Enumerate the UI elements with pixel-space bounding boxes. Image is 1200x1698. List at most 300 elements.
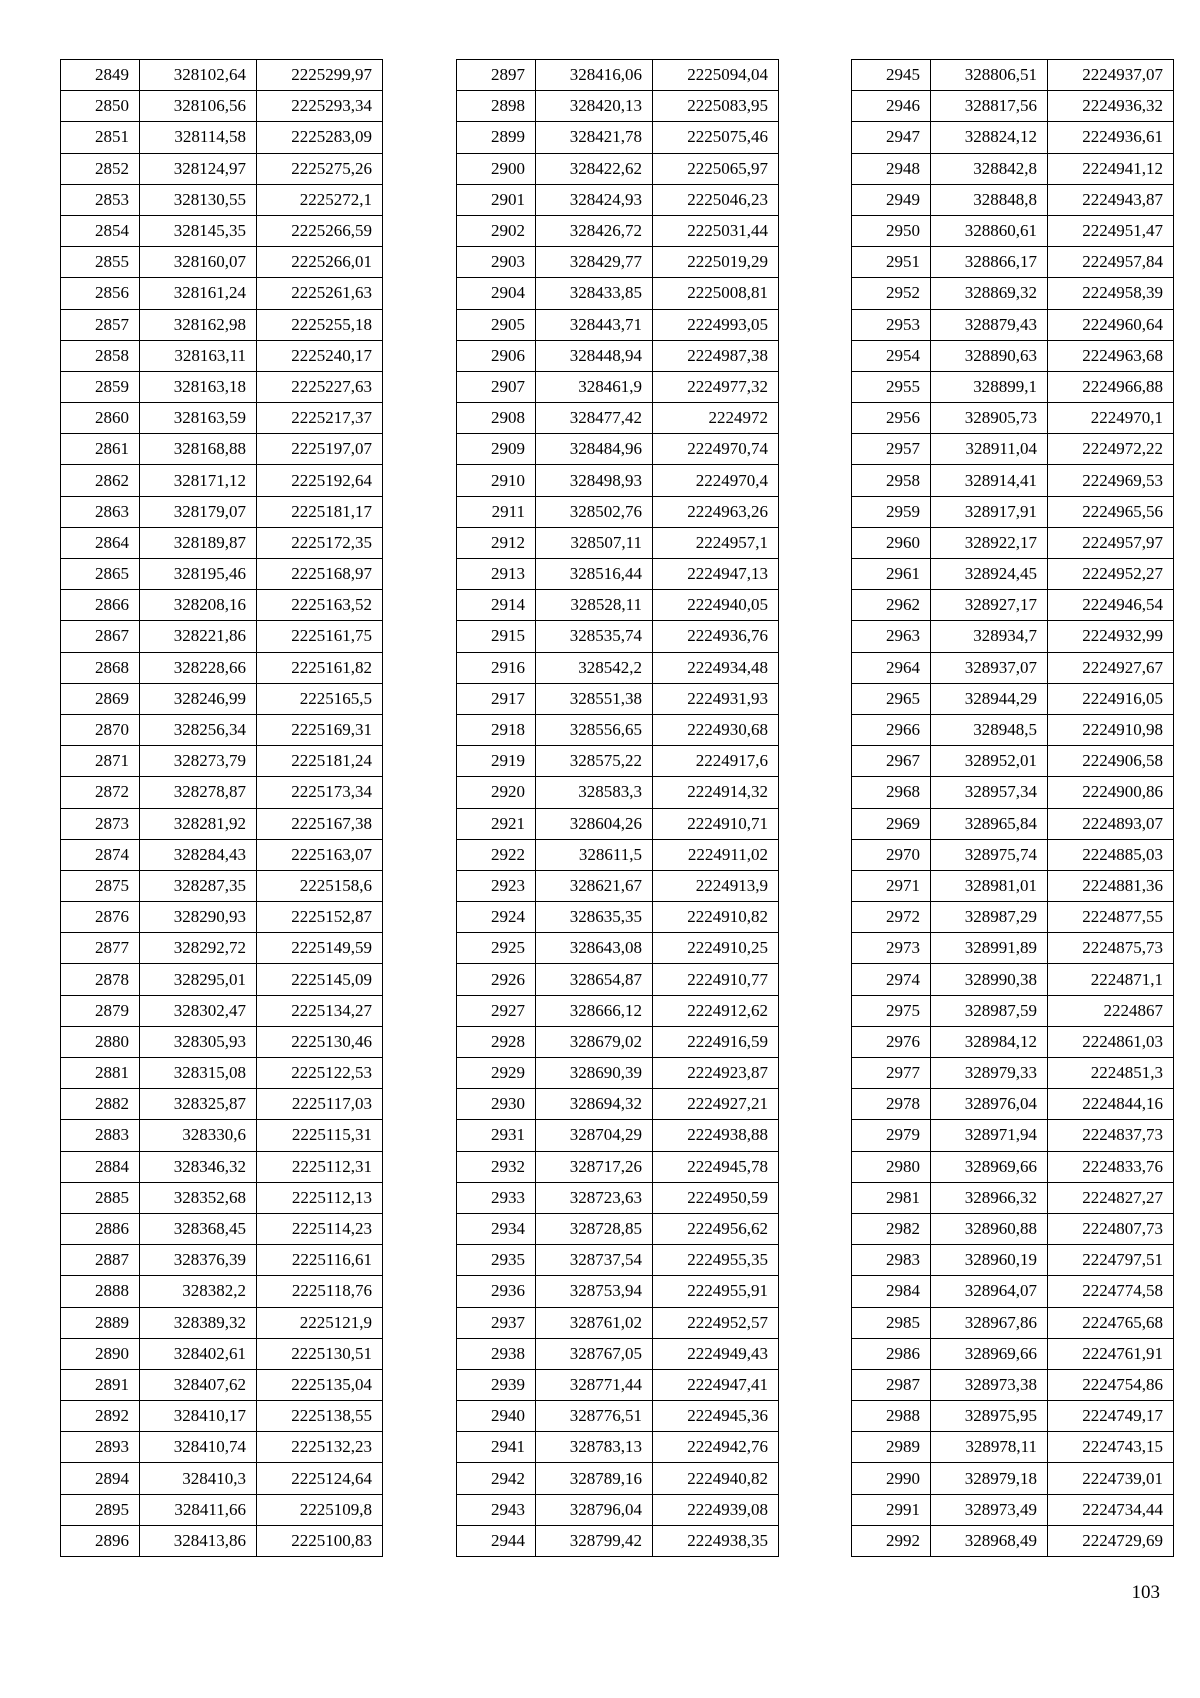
point-number-cell: 2954: [852, 340, 931, 371]
table-row: [457, 621, 779, 652]
y-coordinate-cell: 2225118,76: [257, 1276, 383, 1307]
x-coordinate-cell: 328575,22: [536, 746, 653, 777]
point-number-cell: 2968: [852, 777, 931, 808]
y-coordinate-cell: 2224972: [653, 403, 779, 434]
y-coordinate-cell: 2225109,8: [257, 1494, 383, 1525]
point-number-cell: 2979: [852, 1120, 931, 1151]
x-coordinate-cell: 328221,86: [140, 621, 257, 652]
table-row: [61, 933, 383, 964]
y-coordinate-cell: 2224844,16: [1048, 1089, 1174, 1120]
y-coordinate-cell: 2224963,26: [653, 496, 779, 527]
point-number-cell: 2947: [852, 122, 931, 153]
point-number-cell: 2927: [457, 995, 536, 1026]
table-row: [457, 184, 779, 215]
x-coordinate-cell: 328528,11: [536, 590, 653, 621]
x-coordinate-cell: 328402,61: [140, 1338, 257, 1369]
table-row: [61, 902, 383, 933]
point-number-cell: 2960: [852, 527, 931, 558]
y-coordinate-cell: 2224881,36: [1048, 870, 1174, 901]
table-row: [61, 1026, 383, 1057]
point-number-cell: 2940: [457, 1401, 536, 1432]
table-row: [457, 1213, 779, 1244]
x-coordinate-cell: 328679,02: [536, 1026, 653, 1057]
x-coordinate-cell: 328448,94: [536, 340, 653, 371]
x-coordinate-cell: 328290,93: [140, 902, 257, 933]
point-number-cell: 2857: [61, 309, 140, 340]
y-coordinate-cell: 2224906,58: [1048, 746, 1174, 777]
point-number-cell: 2872: [61, 777, 140, 808]
x-coordinate-cell: 328315,08: [140, 1058, 257, 1089]
point-number-cell: 2948: [852, 153, 931, 184]
y-coordinate-cell: 2224987,38: [653, 340, 779, 371]
table-row: [852, 559, 1174, 590]
table-row: [852, 340, 1174, 371]
table-row: [61, 60, 383, 91]
point-number-cell: 2870: [61, 714, 140, 745]
y-coordinate-cell: 2224966,88: [1048, 371, 1174, 402]
y-coordinate-cell: 2224941,12: [1048, 153, 1174, 184]
point-number-cell: 2930: [457, 1089, 536, 1120]
x-coordinate-cell: 328987,59: [931, 995, 1048, 1026]
y-coordinate-cell: 2224947,41: [653, 1369, 779, 1400]
y-coordinate-cell: 2225117,03: [257, 1089, 383, 1120]
y-coordinate-cell: 2224963,68: [1048, 340, 1174, 371]
point-number-cell: 2982: [852, 1213, 931, 1244]
y-coordinate-cell: 2224970,74: [653, 434, 779, 465]
point-number-cell: 2935: [457, 1245, 536, 1276]
point-number-cell: 2901: [457, 184, 536, 215]
x-coordinate-cell: 328583,3: [536, 777, 653, 808]
x-coordinate-cell: 328416,06: [536, 60, 653, 91]
y-coordinate-cell: 2224936,76: [653, 621, 779, 652]
table-row: [852, 184, 1174, 215]
y-coordinate-cell: 2224867: [1048, 995, 1174, 1026]
point-number-cell: 2859: [61, 371, 140, 402]
point-number-cell: 2855: [61, 247, 140, 278]
table-row: [457, 371, 779, 402]
x-coordinate-cell: 328102,64: [140, 60, 257, 91]
point-number-cell: 2955: [852, 371, 931, 402]
point-number-cell: 2910: [457, 465, 536, 496]
y-coordinate-cell: 2224910,82: [653, 902, 779, 933]
x-coordinate-cell: 328654,87: [536, 964, 653, 995]
x-coordinate-cell: 328422,62: [536, 153, 653, 184]
table-row: [61, 1151, 383, 1182]
y-coordinate-cell: 2224827,27: [1048, 1182, 1174, 1213]
point-number-cell: 2924: [457, 902, 536, 933]
table-row: [61, 1463, 383, 1494]
table-row: [61, 1089, 383, 1120]
point-number-cell: 2853: [61, 184, 140, 215]
y-coordinate-cell: 2224965,56: [1048, 496, 1174, 527]
point-number-cell: 2981: [852, 1182, 931, 1213]
table-row: [457, 1276, 779, 1307]
y-coordinate-cell: 2225266,59: [257, 215, 383, 246]
table-row: [457, 870, 779, 901]
y-coordinate-cell: 2224957,84: [1048, 247, 1174, 278]
table-row: [61, 371, 383, 402]
point-number-cell: 2854: [61, 215, 140, 246]
y-coordinate-cell: 2224910,98: [1048, 714, 1174, 745]
x-coordinate-cell: 328443,71: [536, 309, 653, 340]
y-coordinate-cell: 2225161,75: [257, 621, 383, 652]
table-row: [852, 1463, 1174, 1494]
x-coordinate-cell: 328429,77: [536, 247, 653, 278]
point-number-cell: 2849: [61, 60, 140, 91]
x-coordinate-cell: 328411,66: [140, 1494, 257, 1525]
table-row: [852, 777, 1174, 808]
table-row: [852, 1026, 1174, 1057]
table-row: [61, 1338, 383, 1369]
y-coordinate-cell: 2224947,13: [653, 559, 779, 590]
point-number-cell: 2869: [61, 683, 140, 714]
table-row: [61, 91, 383, 122]
table-row: [61, 496, 383, 527]
x-coordinate-cell: 328971,94: [931, 1120, 1048, 1151]
table-row: [457, 1525, 779, 1556]
point-number-cell: 2860: [61, 403, 140, 434]
x-coordinate-cell: 328621,67: [536, 870, 653, 901]
y-coordinate-cell: 2224912,62: [653, 995, 779, 1026]
x-coordinate-cell: 328542,2: [536, 652, 653, 683]
y-coordinate-cell: 2224950,59: [653, 1182, 779, 1213]
x-coordinate-cell: 328937,07: [931, 652, 1048, 683]
point-number-cell: 2951: [852, 247, 931, 278]
x-coordinate-cell: 328967,86: [931, 1307, 1048, 1338]
table-row: [61, 1525, 383, 1556]
table-row: [852, 60, 1174, 91]
x-coordinate-cell: 328535,74: [536, 621, 653, 652]
point-number-cell: 2959: [852, 496, 931, 527]
x-coordinate-cell: 328281,92: [140, 808, 257, 839]
page-number: 103: [1131, 1582, 1160, 1603]
y-coordinate-cell: 2224945,78: [653, 1151, 779, 1182]
table-row: [852, 839, 1174, 870]
point-number-cell: 2958: [852, 465, 931, 496]
y-coordinate-cell: 2224951,47: [1048, 215, 1174, 246]
point-number-cell: 2931: [457, 1120, 536, 1151]
point-number-cell: 2950: [852, 215, 931, 246]
point-number-cell: 2867: [61, 621, 140, 652]
table-row: [852, 1307, 1174, 1338]
x-coordinate-cell: 328208,16: [140, 590, 257, 621]
y-coordinate-cell: 2224910,25: [653, 933, 779, 964]
y-coordinate-cell: 2224893,07: [1048, 808, 1174, 839]
x-coordinate-cell: 328704,29: [536, 1120, 653, 1151]
table-row: [457, 559, 779, 590]
x-coordinate-cell: 328890,63: [931, 340, 1048, 371]
table-row: [61, 1058, 383, 1089]
x-coordinate-cell: 328325,87: [140, 1089, 257, 1120]
table-row: [61, 621, 383, 652]
table-row: [61, 153, 383, 184]
x-coordinate-cell: 328817,56: [931, 91, 1048, 122]
table-row: [852, 247, 1174, 278]
table-row: [457, 60, 779, 91]
y-coordinate-cell: 2225019,29: [653, 247, 779, 278]
y-coordinate-cell: 2224936,61: [1048, 122, 1174, 153]
y-coordinate-cell: 2224923,87: [653, 1058, 779, 1089]
table-row: [457, 1151, 779, 1182]
table-row: [852, 714, 1174, 745]
point-number-cell: 2865: [61, 559, 140, 590]
x-coordinate-cell: 328969,66: [931, 1338, 1048, 1369]
table-row: [852, 1338, 1174, 1369]
y-coordinate-cell: 2225217,37: [257, 403, 383, 434]
y-coordinate-cell: 2225138,55: [257, 1401, 383, 1432]
point-number-cell: 2971: [852, 870, 931, 901]
point-number-cell: 2864: [61, 527, 140, 558]
table-row: [457, 465, 779, 496]
x-coordinate-cell: 328981,01: [931, 870, 1048, 901]
y-coordinate-cell: 2225192,64: [257, 465, 383, 496]
table-row: [852, 1432, 1174, 1463]
y-coordinate-cell: 2224969,53: [1048, 465, 1174, 496]
y-coordinate-cell: 2224977,32: [653, 371, 779, 402]
point-number-cell: 2886: [61, 1213, 140, 1244]
y-coordinate-cell: 2225163,52: [257, 590, 383, 621]
y-coordinate-cell: 2224910,71: [653, 808, 779, 839]
y-coordinate-cell: 2224743,15: [1048, 1432, 1174, 1463]
point-number-cell: 2904: [457, 278, 536, 309]
table-row: [852, 1401, 1174, 1432]
point-number-cell: 2983: [852, 1245, 931, 1276]
y-coordinate-cell: 2225266,01: [257, 247, 383, 278]
x-coordinate-cell: 328771,44: [536, 1369, 653, 1400]
x-coordinate-cell: 328502,76: [536, 496, 653, 527]
table-row: [852, 434, 1174, 465]
table-row: [457, 652, 779, 683]
point-number-cell: 2868: [61, 652, 140, 683]
x-coordinate-cell: 328256,34: [140, 714, 257, 745]
x-coordinate-cell: 328944,29: [931, 683, 1048, 714]
x-coordinate-cell: 328295,01: [140, 964, 257, 995]
y-coordinate-cell: 2224871,1: [1048, 964, 1174, 995]
table-row: [61, 1120, 383, 1151]
coordinates-table-2: [456, 59, 779, 1557]
point-number-cell: 2850: [61, 91, 140, 122]
y-coordinate-cell: 2224952,27: [1048, 559, 1174, 590]
x-coordinate-cell: 328145,35: [140, 215, 257, 246]
x-coordinate-cell: 328973,38: [931, 1369, 1048, 1400]
y-coordinate-cell: 2224797,51: [1048, 1245, 1174, 1276]
table-row: [61, 309, 383, 340]
y-coordinate-cell: 2225134,27: [257, 995, 383, 1026]
y-coordinate-cell: 2225008,81: [653, 278, 779, 309]
point-number-cell: 2876: [61, 902, 140, 933]
table-row: [61, 1182, 383, 1213]
y-coordinate-cell: 2224877,55: [1048, 902, 1174, 933]
x-coordinate-cell: 328162,98: [140, 309, 257, 340]
y-coordinate-cell: 2225114,23: [257, 1213, 383, 1244]
y-coordinate-cell: 2225181,24: [257, 746, 383, 777]
table-row: [852, 1276, 1174, 1307]
table-row: [61, 590, 383, 621]
y-coordinate-cell: 2224911,02: [653, 839, 779, 870]
table-row: [457, 1182, 779, 1213]
point-number-cell: 2889: [61, 1307, 140, 1338]
y-coordinate-cell: 2224774,58: [1048, 1276, 1174, 1307]
coordinates-table-1: [60, 59, 383, 1557]
y-coordinate-cell: 2225240,17: [257, 340, 383, 371]
y-coordinate-cell: 2225094,04: [653, 60, 779, 91]
table-row: [61, 1276, 383, 1307]
table-row: [61, 247, 383, 278]
table-row: [852, 683, 1174, 714]
y-coordinate-cell: 2224940,05: [653, 590, 779, 621]
y-coordinate-cell: 2224927,67: [1048, 652, 1174, 683]
table-row: [852, 1120, 1174, 1151]
y-coordinate-cell: 2224914,32: [653, 777, 779, 808]
y-coordinate-cell: 2224957,1: [653, 527, 779, 558]
table-row: [457, 714, 779, 745]
table-row: [61, 1494, 383, 1525]
point-number-cell: 2884: [61, 1151, 140, 1182]
y-coordinate-cell: 2224807,73: [1048, 1213, 1174, 1244]
table-row: [457, 215, 779, 246]
point-number-cell: 2899: [457, 122, 536, 153]
y-coordinate-cell: 2224932,99: [1048, 621, 1174, 652]
table-row: [852, 1525, 1174, 1556]
table-row: [61, 278, 383, 309]
table-row: [457, 590, 779, 621]
y-coordinate-cell: 2225255,18: [257, 309, 383, 340]
point-number-cell: 2984: [852, 1276, 931, 1307]
point-number-cell: 2892: [61, 1401, 140, 1432]
x-coordinate-cell: 328498,93: [536, 465, 653, 496]
x-coordinate-cell: 328287,35: [140, 870, 257, 901]
point-number-cell: 2961: [852, 559, 931, 590]
table-row: [457, 247, 779, 278]
x-coordinate-cell: 328292,72: [140, 933, 257, 964]
table-row: [457, 309, 779, 340]
point-number-cell: 2881: [61, 1058, 140, 1089]
x-coordinate-cell: 328389,32: [140, 1307, 257, 1338]
point-number-cell: 2893: [61, 1432, 140, 1463]
table-row: [457, 808, 779, 839]
y-coordinate-cell: 2224913,9: [653, 870, 779, 901]
point-number-cell: 2964: [852, 652, 931, 683]
x-coordinate-cell: 328694,32: [536, 1089, 653, 1120]
table-row: [457, 1089, 779, 1120]
y-coordinate-cell: 2225046,23: [653, 184, 779, 215]
point-number-cell: 2856: [61, 278, 140, 309]
y-coordinate-cell: 2224916,59: [653, 1026, 779, 1057]
x-coordinate-cell: 328352,68: [140, 1182, 257, 1213]
x-coordinate-cell: 328842,8: [931, 153, 1048, 184]
point-number-cell: 2977: [852, 1058, 931, 1089]
point-number-cell: 2987: [852, 1369, 931, 1400]
point-number-cell: 2934: [457, 1213, 536, 1244]
y-coordinate-cell: 2224952,57: [653, 1307, 779, 1338]
x-coordinate-cell: 328975,74: [931, 839, 1048, 870]
table-row: [457, 1401, 779, 1432]
table-row: [852, 527, 1174, 558]
x-coordinate-cell: 328869,32: [931, 278, 1048, 309]
point-number-cell: 2943: [457, 1494, 536, 1525]
x-coordinate-cell: 328987,29: [931, 902, 1048, 933]
x-coordinate-cell: 328978,11: [931, 1432, 1048, 1463]
point-number-cell: 2957: [852, 434, 931, 465]
point-number-cell: 2862: [61, 465, 140, 496]
x-coordinate-cell: 328783,13: [536, 1432, 653, 1463]
point-number-cell: 2992: [852, 1525, 931, 1556]
x-coordinate-cell: 328964,07: [931, 1276, 1048, 1307]
x-coordinate-cell: 328305,93: [140, 1026, 257, 1057]
y-coordinate-cell: 2224851,3: [1048, 1058, 1174, 1089]
table-row: [852, 91, 1174, 122]
table-row: [852, 746, 1174, 777]
point-number-cell: 2890: [61, 1338, 140, 1369]
point-number-cell: 2897: [457, 60, 536, 91]
y-coordinate-cell: 2224930,68: [653, 714, 779, 745]
y-coordinate-cell: 2224900,86: [1048, 777, 1174, 808]
x-coordinate-cell: 328799,42: [536, 1525, 653, 1556]
table-row: [852, 122, 1174, 153]
x-coordinate-cell: 328973,49: [931, 1494, 1048, 1525]
point-number-cell: 2991: [852, 1494, 931, 1525]
point-number-cell: 2949: [852, 184, 931, 215]
x-coordinate-cell: 328796,04: [536, 1494, 653, 1525]
point-number-cell: 2944: [457, 1525, 536, 1556]
x-coordinate-cell: 328979,18: [931, 1463, 1048, 1494]
point-number-cell: 2920: [457, 777, 536, 808]
x-coordinate-cell: 328728,85: [536, 1213, 653, 1244]
table-row: [61, 340, 383, 371]
y-coordinate-cell: 2224749,17: [1048, 1401, 1174, 1432]
x-coordinate-cell: 328934,7: [931, 621, 1048, 652]
x-coordinate-cell: 328302,47: [140, 995, 257, 1026]
point-number-cell: 2911: [457, 496, 536, 527]
table-row: [61, 714, 383, 745]
x-coordinate-cell: 328968,49: [931, 1525, 1048, 1556]
x-coordinate-cell: 328410,3: [140, 1463, 257, 1494]
y-coordinate-cell: 2224993,05: [653, 309, 779, 340]
table-row: [852, 902, 1174, 933]
table-row: [457, 995, 779, 1026]
y-coordinate-cell: 2225112,13: [257, 1182, 383, 1213]
x-coordinate-cell: 328168,88: [140, 434, 257, 465]
table-row: [457, 964, 779, 995]
x-coordinate-cell: 328330,6: [140, 1120, 257, 1151]
table-row: [852, 652, 1174, 683]
y-coordinate-cell: 2224754,86: [1048, 1369, 1174, 1400]
x-coordinate-cell: 328761,02: [536, 1307, 653, 1338]
point-number-cell: 2913: [457, 559, 536, 590]
point-number-cell: 2883: [61, 1120, 140, 1151]
y-coordinate-cell: 2224927,21: [653, 1089, 779, 1120]
x-coordinate-cell: 328824,12: [931, 122, 1048, 153]
table-row: [61, 1401, 383, 1432]
y-coordinate-cell: 2225130,51: [257, 1338, 383, 1369]
y-coordinate-cell: 2225261,63: [257, 278, 383, 309]
table-row: [457, 1432, 779, 1463]
point-number-cell: 2908: [457, 403, 536, 434]
point-number-cell: 2905: [457, 309, 536, 340]
y-coordinate-cell: 2225181,17: [257, 496, 383, 527]
y-coordinate-cell: 2224955,91: [653, 1276, 779, 1307]
table-row: [457, 527, 779, 558]
point-number-cell: 2973: [852, 933, 931, 964]
y-coordinate-cell: 2224970,4: [653, 465, 779, 496]
point-number-cell: 2888: [61, 1276, 140, 1307]
y-coordinate-cell: 2225065,97: [653, 153, 779, 184]
table-row: [457, 1369, 779, 1400]
y-coordinate-cell: 2224942,76: [653, 1432, 779, 1463]
y-coordinate-cell: 2224833,76: [1048, 1151, 1174, 1182]
y-coordinate-cell: 2225145,09: [257, 964, 383, 995]
point-number-cell: 2976: [852, 1026, 931, 1057]
